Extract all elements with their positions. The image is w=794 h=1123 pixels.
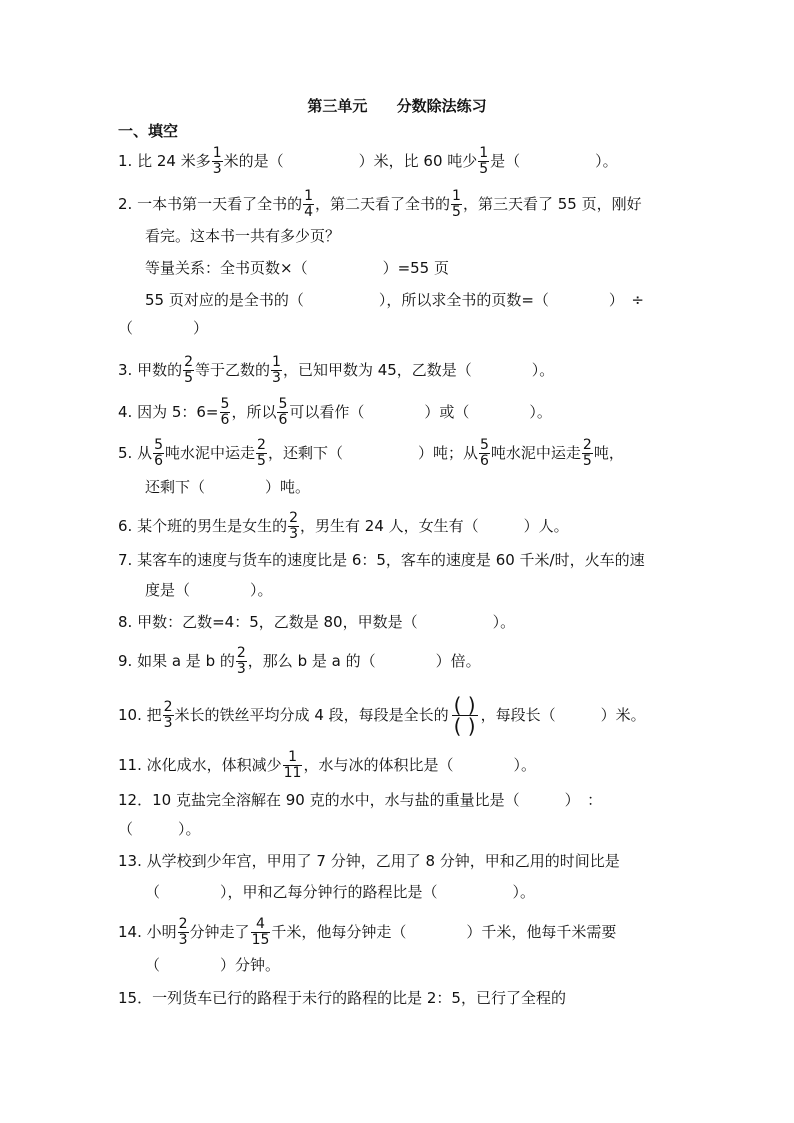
fraction: $\frac{2}{3}$	[163, 699, 173, 731]
question-10: 10. 把 $\frac{2}{3}$ 米长的铁丝平均分成 4 段，每段是全长的 $\frac{( )}{( )}$ ，每段长（ ）米。	[118, 693, 646, 738]
fraction: $\frac{1}{5}$	[479, 145, 489, 177]
fraction: $\frac{2}{5}$	[184, 354, 194, 386]
question-4: 4. 因为 5：6= $\frac{5}{6}$ ，所以 $\frac{5}{6}$ 可以看作（ ）或（ ）。	[118, 396, 552, 428]
fraction: $\frac{5}{6}$	[479, 437, 489, 469]
fraction: $\frac{5}{6}$	[220, 396, 230, 428]
question-12-line-2: （ ）。	[118, 820, 201, 838]
question-13-line-2: （ ），甲和乙每分钟行的路程比是（ ）。	[145, 883, 536, 901]
question-14: 14. 小明 $\frac{2}{3}$ 分钟走了 $\frac{4}{15}$ 千米，他每分钟走（ ）千米，他每千米需要	[118, 916, 617, 948]
question-2-line-4: 55 页对应的是全书的（ ），所以求全书的页数=（ ） ÷	[145, 291, 644, 309]
question-5-line-2: 还剩下（ ）吨。	[145, 478, 311, 496]
question-14-line-2: （ ）分钟。	[145, 956, 281, 974]
question-1: 1. 比 24 米多 $\frac{1}{3}$ 米的是（ ）米，比 60 吨少 $\frac{1}{5}$ 是（ ）。	[118, 145, 618, 177]
fraction: $\frac{4}{15}$	[251, 916, 270, 948]
question-7-line-2: 度是（ ）。	[145, 581, 273, 599]
question-5: 5. 从 $\frac{5}{6}$ 吨水泥中运走 $\frac{2}{5}$ ，还剩下（ ）吨；从 $\frac{5}{6}$ 吨水泥中运走 $\frac{2}{5}$ 吨，	[118, 437, 624, 469]
question-2-line-5: （ ）	[118, 319, 209, 337]
question-8: 8. 甲数：乙数=4：5，乙数是 80，甲数是（ ）。	[118, 613, 516, 631]
blank-fraction: $\frac{( )}{( )}$	[453, 693, 476, 738]
question-12: 12．10 克盐完全溶解在 90 克的水中，水与盐的重量比是（ ） ：	[118, 791, 603, 809]
unit-label: 第三单元	[307, 97, 368, 115]
question-7: 7. 某客车的速度与货车的速度比是 6：5，客车的速度是 60 千米/时，火车的速	[118, 551, 645, 569]
question-2: 2. 一本书第一天看了全书的 $\frac{1}{4}$ ，第二天看了全书的 $\frac{1}{5}$ ，第三天看了 55 页，刚好	[118, 188, 642, 220]
fraction: $\frac{2}{3}$	[289, 510, 299, 542]
question-6: 6. 某个班的男生是女生的 $\frac{2}{3}$ ，男生有 24 人，女生有（ ）人。	[118, 510, 569, 542]
page-title	[0, 95, 794, 116]
fraction: $\frac{1}{5}$	[452, 188, 461, 220]
fraction: $\frac{2}{5}$	[257, 437, 266, 469]
question-3: 3. 甲数的 $\frac{2}{5}$ 等于乙数的 $\frac{1}{3}$ ，已知甲数为 45，乙数是（ ）。	[118, 354, 555, 386]
fraction: $\frac{1}{3}$	[212, 145, 222, 177]
question-2-line-3: 等量关系：全书页数×（ ）=55 页	[145, 259, 449, 277]
question-13: 13. 从学校到少年宫，甲用了 7 分钟，乙用了 8 分钟，甲和乙用的时间比是	[118, 852, 620, 870]
question-11: 11. 冰化成水，体积减少 $\frac{1}{11}$ ，水与冰的体积比是（ ）。	[118, 749, 536, 781]
fraction: $\frac{1}{3}$	[272, 354, 281, 386]
topic-label: 分数除法练习	[396, 97, 487, 115]
question-9: 9. 如果 a 是 b 的 $\frac{2}{3}$ ，那么 b 是 a 的（ ）倍。	[118, 645, 481, 677]
fraction: $\frac{2}{3}$	[236, 645, 246, 677]
fraction: $\frac{5}{6}$	[278, 396, 288, 428]
fraction: $\frac{2}{5}$	[582, 437, 592, 469]
fraction: $\frac{2}{3}$	[178, 916, 188, 948]
question-2-line-2: 看完。这本书一共有多少页？	[145, 227, 341, 245]
fraction: $\frac{1}{11}$	[283, 749, 302, 781]
fraction: $\frac{5}{6}$	[154, 437, 164, 469]
question-15: 15．一列货车已行的路程于未行的路程的比是 2：5，已行了全程的	[118, 989, 566, 1007]
fraction: $\frac{1}{4}$	[304, 188, 314, 220]
section-heading: 一、填空	[118, 122, 179, 140]
